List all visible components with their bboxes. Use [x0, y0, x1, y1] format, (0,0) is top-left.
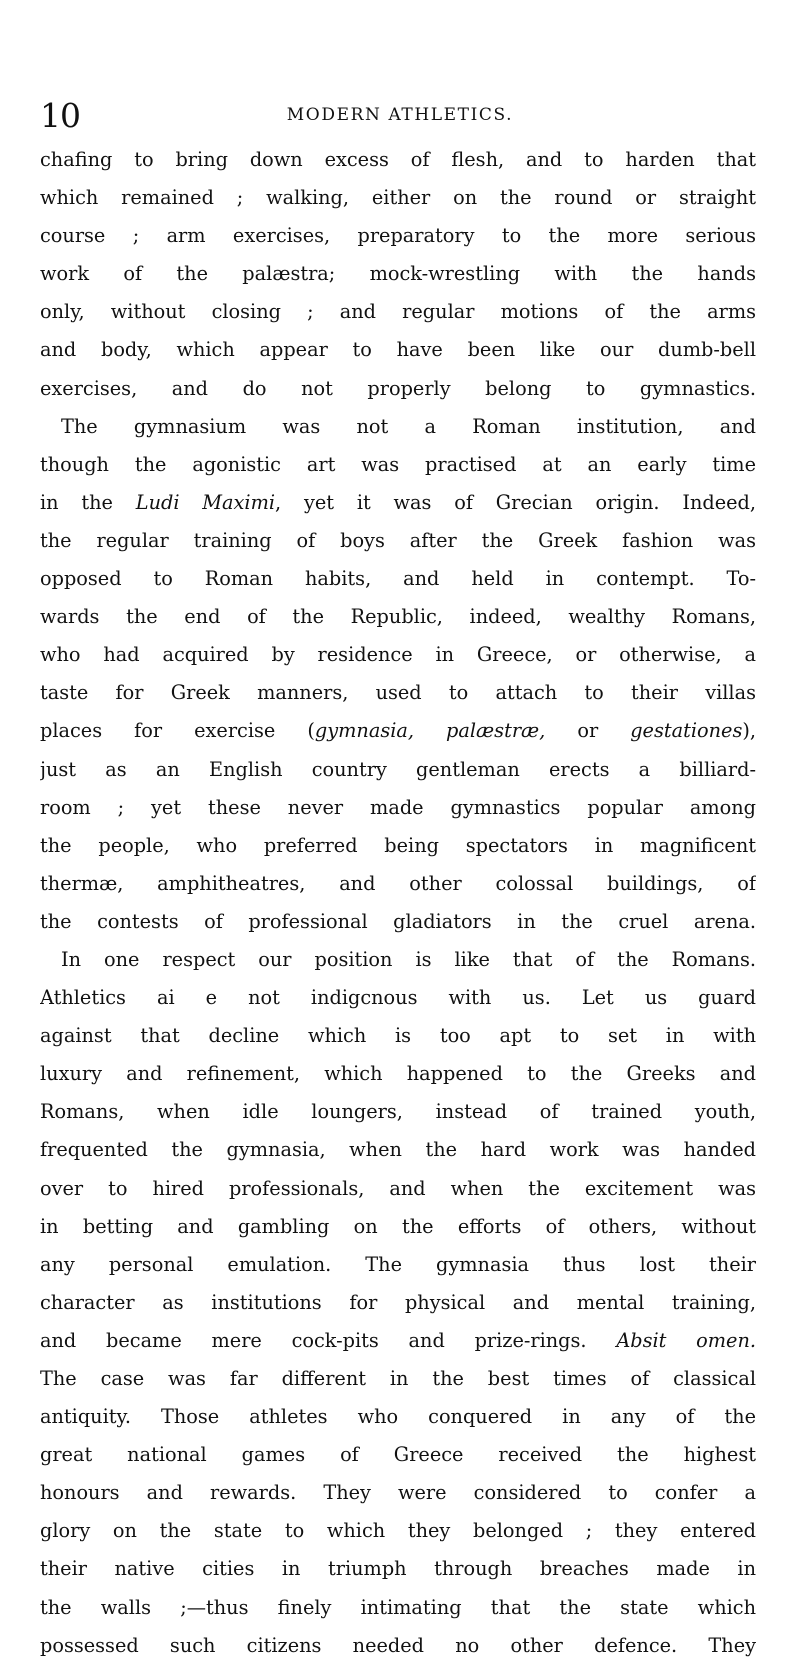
text-segment: though the agonistic art was practised at an early time — [40, 452, 756, 476]
text-segment: their native cities in triumph through breaches made in — [40, 1557, 756, 1581]
text-line — [40, 1055, 756, 1093]
text-line — [40, 979, 756, 1017]
italic-phrase: Ludi Maximi — [135, 490, 276, 514]
text-line — [40, 598, 756, 636]
text-line — [40, 1208, 756, 1246]
running-title: MODERN ATHLETICS. — [286, 105, 514, 125]
text-segment: taste for Greek manners, used to attach to their villas — [40, 681, 756, 705]
text-line — [40, 1589, 756, 1627]
text-line — [40, 941, 756, 979]
text-segment: luxury and refinement, which happened to the Greeks and — [40, 1062, 756, 1086]
text-line — [40, 1170, 756, 1208]
text-line — [40, 370, 756, 408]
text-line — [40, 522, 756, 560]
text-segment: just as an English country gentleman erects a billiard- — [40, 757, 756, 781]
text-line — [40, 331, 756, 369]
text-line — [40, 255, 756, 293]
text-line — [40, 1017, 756, 1055]
text-line — [40, 1436, 756, 1474]
page-number: 10 — [40, 96, 80, 135]
text-segment: in betting and gambling on the efforts of others, without — [40, 1214, 756, 1238]
text-segment: exercises, and do not properly belong to gymnastics. — [40, 376, 756, 400]
italic-phrase: gymnasia, palæstræ, — [314, 719, 546, 743]
text-segment: wards the end of the Republic, indeed, wealthy Romans, — [40, 605, 756, 629]
text-segment: glory on the state to which they belonged ; they entered — [40, 1519, 756, 1543]
text-segment: over to hired professionals, and when the excitement was — [40, 1176, 756, 1200]
text-line — [40, 217, 756, 255]
text-line — [40, 712, 756, 750]
text-segment: or — [545, 719, 631, 743]
text-segment: the people, who preferred being spectators in magnificent — [40, 833, 756, 857]
text-segment: ), — [742, 719, 756, 743]
text-segment: room ; yet these never made gymnastics popular among — [40, 795, 756, 819]
text-line — [40, 865, 756, 903]
text-segment: the regular training of boys after the Greek fashion was — [40, 528, 756, 552]
body-text — [40, 141, 756, 1665]
text-line — [40, 1627, 756, 1665]
text-segment: the contests of professional gladiators in the cruel arena. — [40, 909, 756, 933]
text-line — [40, 903, 756, 941]
text-line — [40, 1246, 756, 1284]
text-segment: against that decline which is too apt to set in with — [40, 1024, 756, 1048]
text-line — [40, 1322, 756, 1360]
text-segment: work of the palæstra; mock-wrestling with the hands — [40, 262, 756, 286]
text-segment: course ; arm exercises, preparatory to the more serious — [40, 224, 756, 248]
text-segment: Athletics ai e not indigcnous with us. Let us guard — [40, 986, 756, 1010]
text-segment: and became mere cock-pits and prize-rings. — [40, 1328, 617, 1352]
text-segment: antiquity. Those athletes who conquered in any of the — [40, 1405, 756, 1429]
text-line — [40, 1398, 756, 1436]
text-segment: thermæ, amphitheatres, and other colossal buildings, of — [40, 871, 756, 895]
text-line — [40, 1360, 756, 1398]
text-segment: In one respect our position is like that of the Romans. — [61, 947, 756, 971]
text-segment: who had acquired by residence in Greece, or otherwise, a — [40, 643, 756, 667]
text-segment: character as institutions for physical and mental training, — [40, 1290, 756, 1314]
text-line — [40, 179, 756, 217]
text-segment: only, without closing ; and regular motions of the arms — [40, 300, 756, 324]
text-line — [40, 1131, 756, 1169]
text-segment: frequented the gymnasia, when the hard work was handed — [40, 1138, 756, 1162]
text-segment: the walls ;—thus finely intimating that the state which — [40, 1595, 756, 1619]
text-segment: great national games of Greece received the highest — [40, 1443, 756, 1467]
text-line — [40, 751, 756, 789]
italic-phrase: Absit omen. — [616, 1328, 756, 1352]
text-line — [40, 636, 756, 674]
text-line — [40, 789, 756, 827]
text-segment: The case was far different in the best times of classical — [40, 1367, 756, 1390]
text-segment: and body, which appear to have been like our dumb-bell — [40, 338, 756, 362]
page-header — [40, 96, 760, 136]
italic-phrase: gestationes — [630, 719, 743, 743]
text-line — [40, 560, 756, 598]
text-segment: which remained ; walking, either on the round or straight — [40, 186, 756, 210]
text-line — [40, 446, 756, 484]
text-segment: Romans, when idle loungers, instead of trained youth, — [40, 1100, 756, 1124]
text-line — [40, 1474, 756, 1512]
text-line — [40, 1284, 756, 1322]
text-line — [40, 827, 756, 865]
text-segment: in the — [40, 490, 136, 514]
text-segment: chafing to bring down excess of flesh, and to harden that — [40, 148, 756, 171]
text-line — [40, 408, 756, 446]
text-segment: opposed to Roman habits, and held in contempt. To- — [40, 567, 756, 591]
text-segment: The gymnasium was not a Roman institution, and — [61, 414, 756, 438]
text-line — [40, 674, 756, 712]
text-line — [40, 1512, 756, 1550]
text-line — [40, 141, 756, 179]
text-line — [40, 293, 756, 331]
text-line — [40, 1550, 756, 1588]
text-segment: any personal emulation. The gymnasia thus lost their — [40, 1252, 756, 1276]
text-line — [40, 1093, 756, 1131]
text-segment: possessed such citizens needed no other defence. They — [40, 1633, 756, 1657]
text-line — [40, 484, 756, 522]
text-segment: places for exercise ( — [40, 719, 315, 743]
text-segment: , yet it was of Grecian origin. Indeed, — [275, 490, 756, 514]
text-segment: honours and rewards. They were considered to confer a — [40, 1481, 756, 1505]
